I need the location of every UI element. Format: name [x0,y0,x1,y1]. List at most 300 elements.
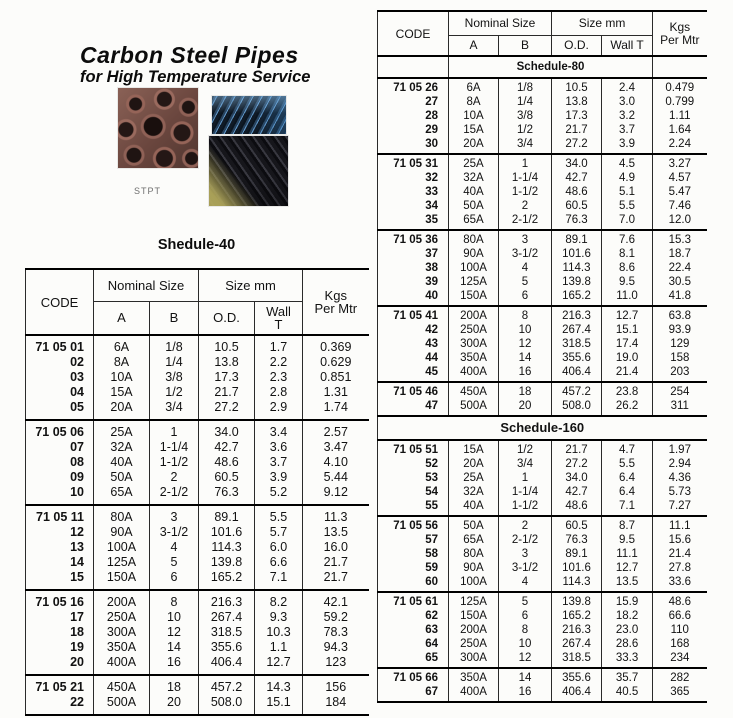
value-cell: 9.12 [323,485,348,499]
value-cell: 80A [94,505,150,525]
schedule-80-table-header [378,11,707,78]
code-cell: 57 [378,533,449,547]
code-cell: 18 [26,625,94,640]
value-cell: 1.97 [668,444,691,456]
value-cell: 101.6 [199,525,255,540]
value-cell: 267.4 [552,637,602,651]
value-cell: 250A [449,637,499,651]
value-cell: 216.3 [552,306,602,323]
value-cell: 7.1 [602,499,653,516]
value-cell: 1/2 [499,123,552,137]
code-cell: 60 [378,575,449,592]
col-a-header: A [449,35,499,56]
code-cell: 62 [378,609,449,623]
wall-t-header [255,301,303,335]
kgs-per-mtr-header [303,269,369,335]
table-row [378,499,707,516]
value-cell: 48.6 [199,455,255,470]
value-cell: 3.7 [255,455,303,470]
code-cell: 71 05 36 [378,230,449,247]
value-cell: 20A [449,137,499,154]
value-cell: 14 [150,640,199,655]
value-cell: 3/8 [499,109,552,123]
table-row [378,685,707,702]
table-row [26,555,369,570]
value-cell: 23.0 [602,623,653,637]
code-cell: 43 [378,337,449,351]
value-cell: 15.3 [668,234,691,246]
schedule-40-table-header [26,269,369,335]
table-row [378,213,707,230]
table-row [378,575,707,592]
value-cell: 4 [150,540,199,555]
kgs-header-line1: Kgs [324,288,347,303]
code-cell: 71 05 01 [26,335,94,355]
value-cell: 3/4 [499,137,552,154]
value-cell: 400A [449,685,499,702]
value-cell: 59.2 [323,610,348,624]
code-cell: 13 [26,540,94,555]
table-row [26,675,369,695]
table-row [26,590,369,610]
code-cell: 32 [378,171,449,185]
table-row [378,137,707,154]
value-cell: 500A [94,695,150,715]
value-cell: 5.5 [602,457,653,471]
value-cell: 3.0 [602,95,653,109]
value-cell: 158 [670,352,690,364]
table-row [378,247,707,261]
value-cell: 2.9 [255,400,303,420]
value-cell: 27.2 [552,457,602,471]
table-row [378,199,707,213]
code-cell: 07 [26,440,94,455]
value-cell: 5.47 [668,186,691,198]
table-row [26,540,369,555]
value-cell: 9.5 [602,275,653,289]
value-cell: 94.3 [323,640,348,654]
value-cell: 216.3 [199,590,255,610]
value-cell: 267.4 [199,610,255,625]
table-row [26,505,369,525]
value-cell: 6.0 [255,540,303,555]
schedule-80-160-table [377,10,707,703]
table-row [378,651,707,668]
value-cell: 8.1 [602,247,653,261]
value-cell: 17.3 [552,109,602,123]
value-cell: 15A [449,123,499,137]
code-cell: 44 [378,351,449,365]
value-cell: 90A [449,561,499,575]
value-cell: 3/4 [499,457,552,471]
table-row [378,485,707,499]
value-cell: 3.7 [602,123,653,137]
value-cell: 19.0 [602,351,653,365]
value-cell: 9.5 [602,533,653,547]
value-cell: 101.6 [552,561,602,575]
schedule-80-heading: Schedule-80 [449,56,653,78]
value-cell: 13.8 [199,355,255,370]
wall-header-line1: Wall [266,303,291,319]
value-cell: 1.11 [669,110,691,122]
page-subtitle: for High Temperature Service [80,68,311,86]
value-cell: 3 [499,230,552,247]
value-cell: 129 [670,338,690,350]
wall-header-line2: T [274,316,283,332]
table-row [26,640,369,655]
code-column-header: CODE [26,269,94,335]
value-cell: 10 [150,610,199,625]
value-cell: 27.2 [552,137,602,154]
value-cell: 1/8 [499,78,552,95]
value-cell: 20 [499,399,552,416]
value-cell: 10 [499,323,552,337]
code-cell: 05 [26,400,94,420]
value-cell: 5 [150,555,199,570]
value-cell: 40A [449,499,499,516]
value-cell: 21.7 [552,440,602,457]
table-row [26,485,369,505]
value-cell: 25A [94,420,150,440]
value-cell: 10.3 [255,625,303,640]
value-cell: 250A [449,323,499,337]
table-row [26,695,369,715]
value-cell: 21.7 [323,570,348,584]
value-cell: 90A [449,247,499,261]
value-cell: 16.0 [323,540,348,554]
code-cell: 30 [378,137,449,154]
value-cell: 300A [94,625,150,640]
code-cell: 10 [26,485,94,505]
value-cell: 3-1/2 [499,561,552,575]
value-cell: 8.2 [255,590,303,610]
value-cell: 18.7 [668,248,691,260]
value-cell: 65A [449,213,499,230]
value-cell: 350A [449,351,499,365]
value-cell: 89.1 [552,547,602,561]
value-cell: 2.57 [323,425,348,439]
value-cell: 3.9 [255,470,303,485]
value-cell: 9.3 [255,610,303,625]
code-cell: 71 05 06 [26,420,94,440]
value-cell: 450A [449,382,499,399]
value-cell: 139.8 [552,592,602,609]
value-cell: 48.6 [552,499,602,516]
code-cell: 08 [26,455,94,470]
nominal-size-header: Nominal Size [449,11,552,35]
table-row [26,335,369,355]
value-cell: 12.7 [602,561,653,575]
value-cell: 12 [499,651,552,668]
table-row [378,533,707,547]
size-mm-header: Size mm [199,269,303,301]
value-cell: 6 [499,289,552,306]
value-cell: 35.7 [602,668,653,685]
value-cell: 200A [94,590,150,610]
value-cell: 90A [94,525,150,540]
value-cell: 89.1 [552,230,602,247]
value-cell: 65A [94,485,150,505]
value-cell: 4.9 [602,171,653,185]
value-cell: 267.4 [552,323,602,337]
value-cell: 18 [150,675,199,695]
value-cell: 500A [449,399,499,416]
value-cell: 12.0 [668,214,691,226]
value-cell: 355.6 [552,668,602,685]
value-cell: 60.5 [552,199,602,213]
value-cell: 8A [449,95,499,109]
schedule-160-heading: Schedule-160 [500,420,585,435]
code-cell: 14 [26,555,94,570]
value-cell: 365 [670,686,690,698]
value-cell: 2-1/2 [499,213,552,230]
table-row [378,230,707,247]
table-row [378,123,707,137]
value-cell: 20A [94,400,150,420]
value-cell: 10 [499,637,552,651]
value-cell: 165.2 [552,289,602,306]
value-cell: 6A [449,78,499,95]
value-cell: 1.7 [255,335,303,355]
table-row [378,440,707,457]
table-row [26,470,369,485]
schedule-160-heading-row [378,416,707,440]
value-cell: 318.5 [199,625,255,640]
value-cell: 50A [94,470,150,485]
value-cell: 30.5 [668,276,691,288]
table-row [378,289,707,306]
value-cell: 14.3 [255,675,303,695]
value-cell: 66.6 [668,610,691,622]
value-cell: 5.7 [255,525,303,540]
code-cell: 71 05 16 [26,590,94,610]
code-cell: 58 [378,547,449,561]
page-title: Carbon Steel Pipes [80,42,299,68]
value-cell: 40A [94,455,150,470]
value-cell: 5.2 [255,485,303,505]
table-row [378,668,707,685]
value-cell: 2.8 [255,385,303,400]
value-cell: 4.7 [602,440,653,457]
table-row [26,610,369,625]
table-row [378,365,707,382]
value-cell: 15.6 [668,534,691,546]
code-column-header: CODE [378,11,449,56]
value-cell: 63.8 [668,310,691,322]
value-cell: 3/8 [150,370,199,385]
value-cell: 1-1/2 [499,499,552,516]
value-cell: 25A [449,154,499,171]
value-cell: 34.0 [552,154,602,171]
value-cell: 8.6 [602,261,653,275]
value-cell: 34.0 [199,420,255,440]
table-row [26,525,369,540]
value-cell: 457.2 [552,382,602,399]
code-cell: 37 [378,247,449,261]
value-cell: 11.1 [602,547,653,561]
code-cell: 45 [378,365,449,382]
code-cell: 33 [378,185,449,199]
code-cell: 59 [378,561,449,575]
code-cell: 42 [378,323,449,337]
code-cell: 04 [26,385,94,400]
value-cell: 311 [670,400,689,412]
code-cell: 39 [378,275,449,289]
value-cell: 234 [670,652,690,664]
value-cell: 1-1/2 [499,185,552,199]
table-row [378,637,707,651]
value-cell: 3-1/2 [499,247,552,261]
value-cell: 60.5 [199,470,255,485]
value-cell: 8A [94,355,150,370]
value-cell: 125A [449,275,499,289]
value-cell: 4.5 [602,154,653,171]
value-cell: 2-1/2 [499,533,552,547]
value-cell: 2.3 [255,370,303,385]
value-cell: 20 [150,695,199,715]
table-row [378,323,707,337]
code-cell: 71 05 31 [378,154,449,171]
value-cell: 0.369 [320,340,352,354]
value-cell: 14 [499,668,552,685]
value-cell: 28.6 [602,637,653,651]
value-cell: 8 [499,306,552,323]
value-cell: 1 [150,420,199,440]
value-cell: 15.1 [602,323,653,337]
code-cell: 47 [378,399,449,416]
value-cell: 5.1 [602,185,653,199]
value-cell: 65A [449,533,499,547]
value-cell: 2 [150,470,199,485]
value-cell: 11.0 [602,289,653,306]
value-cell: 78.3 [323,625,348,639]
value-cell: 42.1 [323,595,348,609]
value-cell: 1 [499,154,552,171]
value-cell: 350A [449,668,499,685]
value-cell: 41.8 [668,290,691,302]
nominal-size-header: Nominal Size [94,269,199,301]
value-cell: 76.3 [199,485,255,505]
value-cell: 216.3 [552,623,602,637]
value-cell: 10A [94,370,150,385]
value-cell: 6.4 [602,485,653,499]
table-row [378,109,707,123]
table-row [378,592,707,609]
code-cell: 35 [378,213,449,230]
value-cell: 33.3 [602,651,653,668]
code-cell: 71 05 41 [378,306,449,323]
code-cell: 67 [378,685,449,702]
table-row [378,382,707,399]
value-cell: 17.3 [199,370,255,385]
value-cell: 6 [499,609,552,623]
value-cell: 300A [449,337,499,351]
value-cell: 114.3 [552,261,602,275]
value-cell: 11.1 [669,520,691,532]
value-cell: 7.6 [602,230,653,247]
od-header: O.D. [552,35,602,56]
value-cell: 1.74 [323,400,348,414]
code-cell: 02 [26,355,94,370]
value-cell: 139.8 [552,275,602,289]
value-cell: 32A [449,171,499,185]
value-cell: 114.3 [552,575,602,592]
value-cell: 0.479 [665,82,695,94]
value-cell: 457.2 [199,675,255,695]
schedule-160-table-body [378,440,707,702]
value-cell: 15A [94,385,150,400]
value-cell: 2.24 [668,138,691,150]
value-cell: 168 [670,638,690,650]
value-cell: 33.6 [668,576,691,588]
value-cell: 12.7 [255,655,303,675]
value-cell: 13.5 [323,525,348,539]
photo-caption: STPT [134,186,162,196]
value-cell: 2.2 [255,355,303,370]
value-cell: 125A [94,555,150,570]
value-cell: 20A [449,457,499,471]
col-a-header: A [94,301,150,335]
code-cell: 17 [26,610,94,625]
value-cell: 5 [499,592,552,609]
value-cell: 139.8 [199,555,255,570]
value-cell: 80A [449,230,499,247]
value-cell: 34.0 [552,471,602,485]
value-cell: 18.2 [602,609,653,623]
value-cell: 6A [94,335,150,355]
col-b-header: B [150,301,199,335]
value-cell: 15.1 [255,695,303,715]
table-row [378,623,707,637]
value-cell: 12 [150,625,199,640]
schedule-80-table-body [378,78,707,416]
value-cell: 25A [449,471,499,485]
value-cell: 6.4 [602,471,653,485]
value-cell: 2 [499,199,552,213]
value-cell: 13.8 [552,95,602,109]
value-cell: 8 [499,623,552,637]
code-cell: 40 [378,289,449,306]
value-cell: 1/2 [150,385,199,400]
table-row [378,154,707,171]
kgs-per-mtr-header [653,11,707,56]
value-cell: 16 [499,365,552,382]
value-cell: 123 [325,655,347,669]
pipes-photo-blue-stack [212,96,286,134]
value-cell: 150A [449,609,499,623]
value-cell: 80A [449,547,499,561]
value-cell: 1-1/2 [150,455,199,470]
value-cell: 165.2 [552,609,602,623]
table-row [378,351,707,365]
value-cell: 3/4 [150,400,199,420]
od-header: O.D. [199,301,255,335]
value-cell: 18 [499,382,552,399]
code-cell: 27 [378,95,449,109]
value-cell: 200A [449,623,499,637]
code-cell: 71 05 26 [378,78,449,95]
table-row [378,95,707,109]
code-cell: 15 [26,570,94,590]
size-mm-header: Size mm [552,11,653,35]
value-cell: 40.5 [602,685,653,702]
value-cell: 165.2 [199,570,255,590]
value-cell: 27.2 [199,400,255,420]
value-cell: 2.94 [668,458,691,470]
value-cell: 4.57 [668,172,691,184]
value-cell: 1 [499,471,552,485]
value-cell: 42.7 [552,485,602,499]
